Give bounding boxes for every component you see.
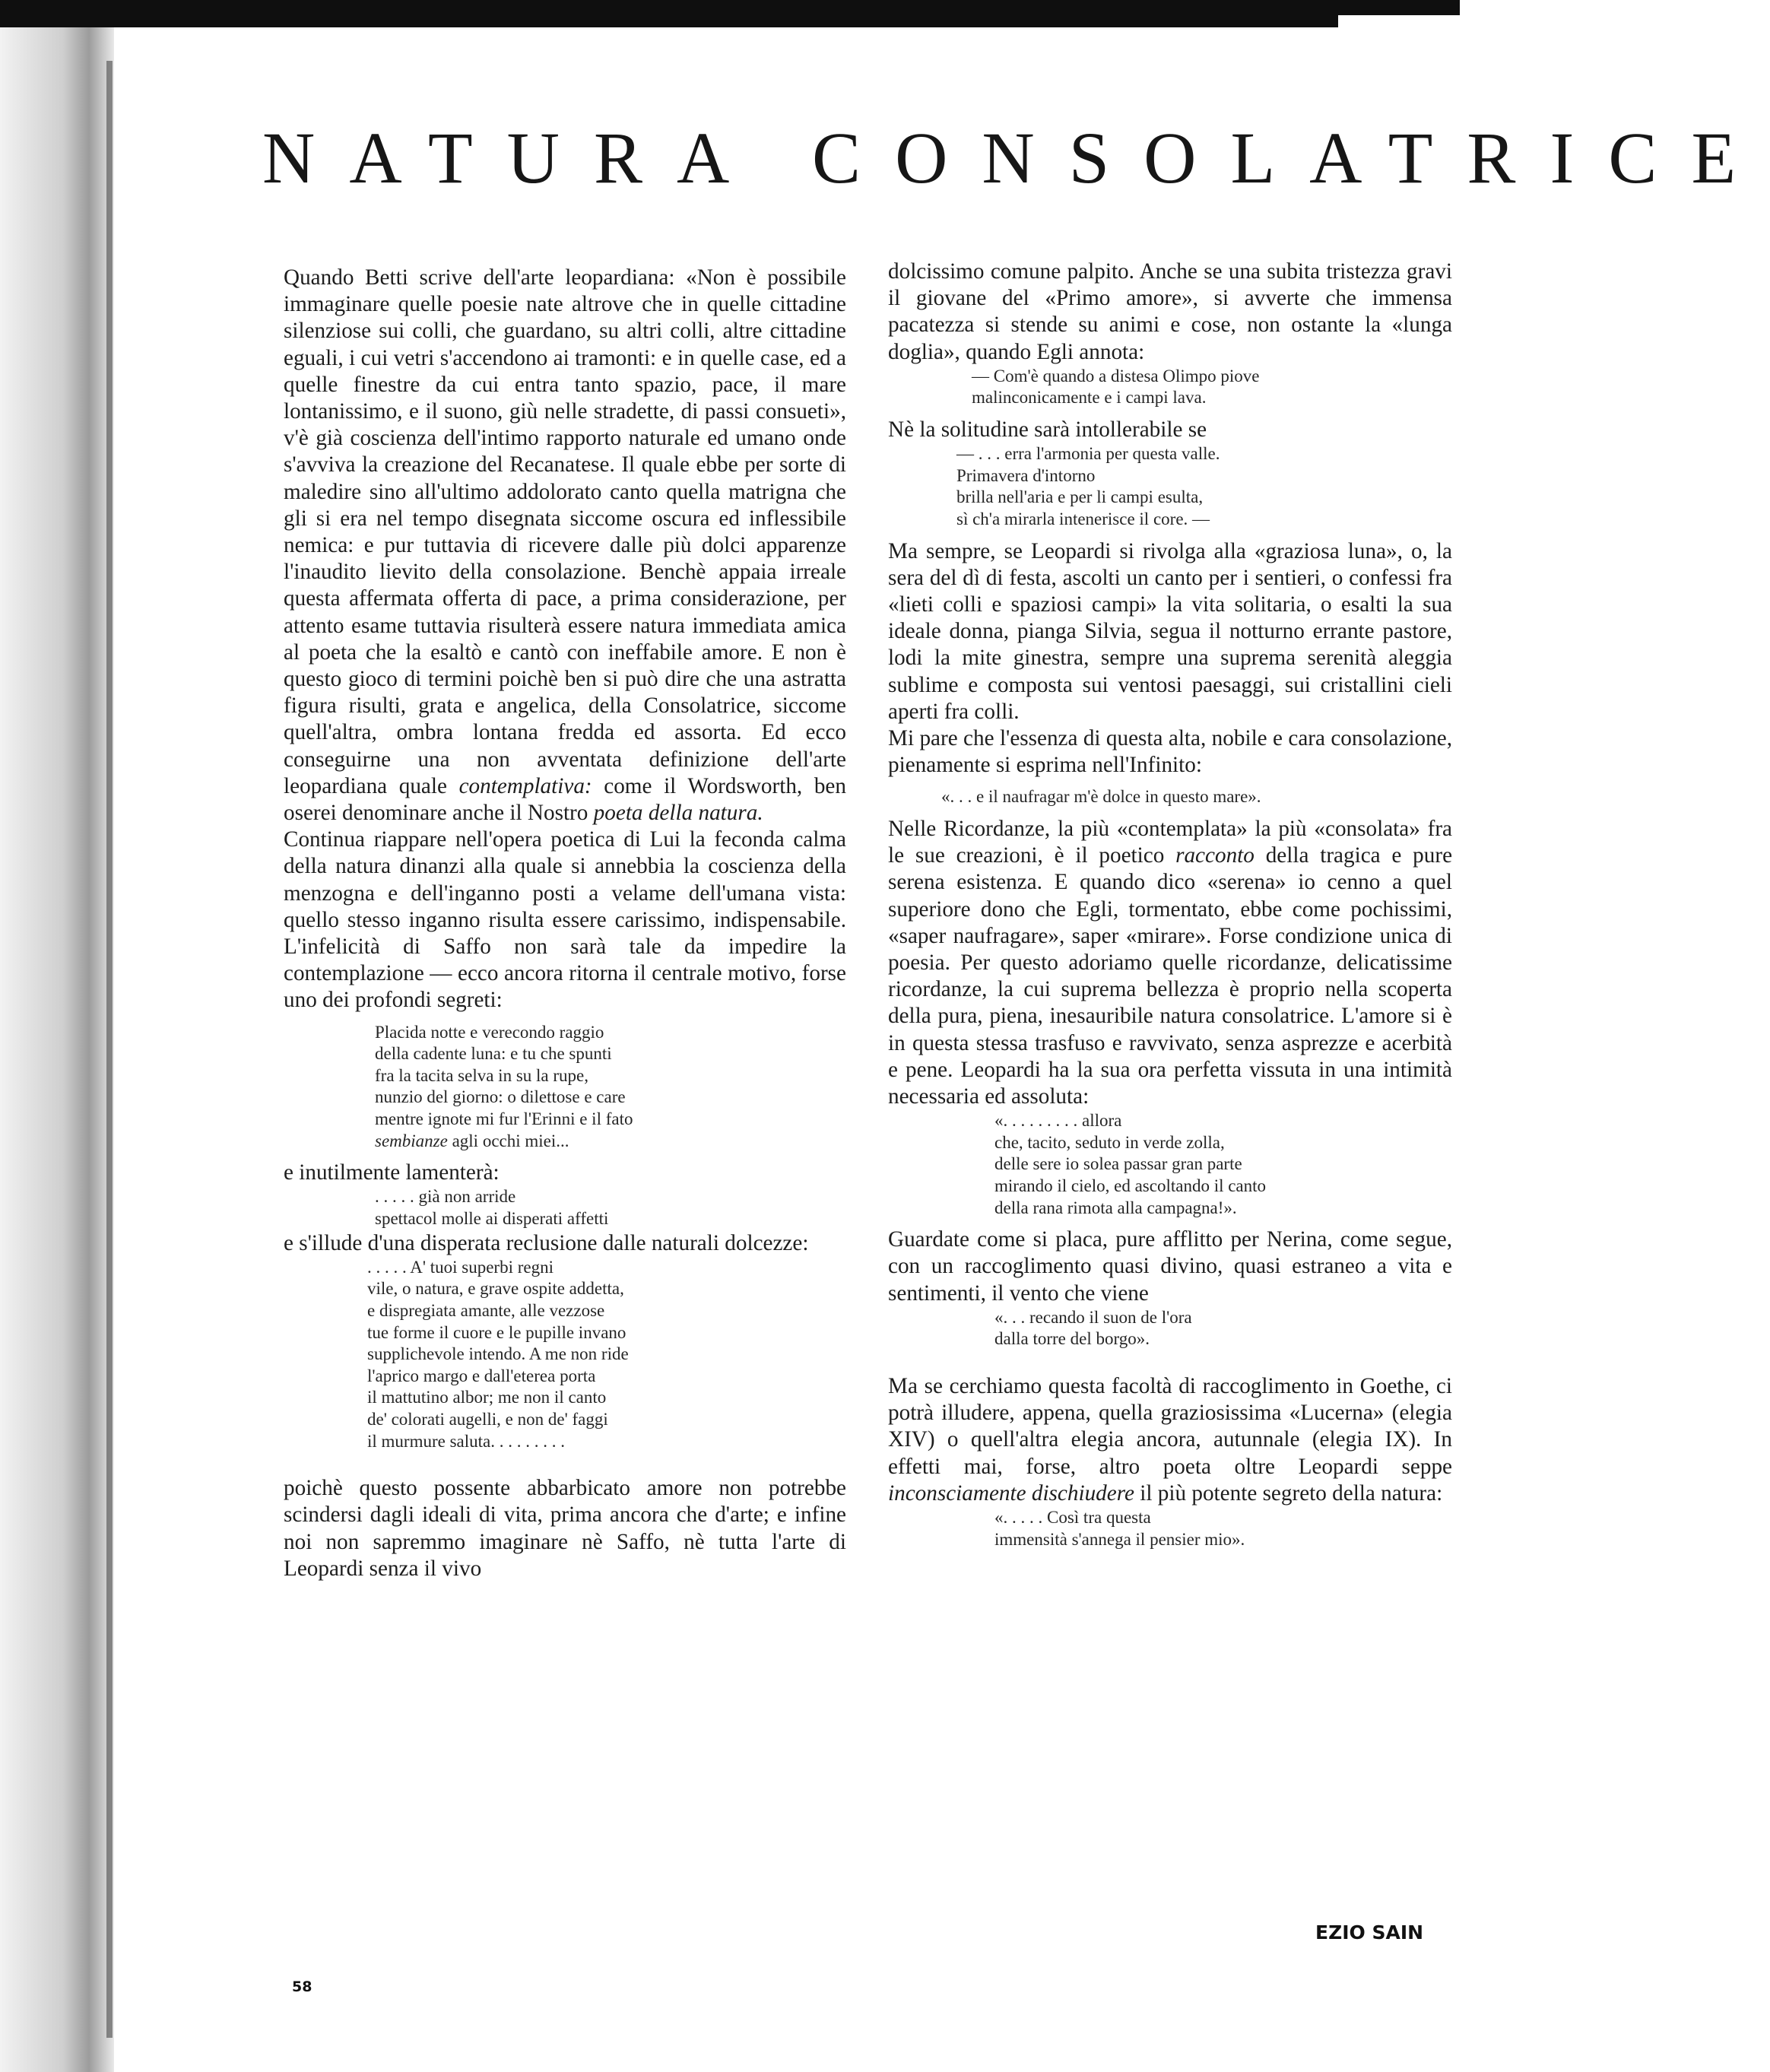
book-spine-shadow — [106, 61, 113, 2038]
paragraph: dolcissimo comune palpito. Anche se una subita tristezza gravi il giovane del «Primo amore», si avverte che immensa pacatezza si stende su animi e cose, non ostante la «lunga doglia», quando Egli annota: — [888, 259, 1452, 364]
verse-quote: «. . . e il naufragar m'è dolce in questo mare». — [941, 787, 1261, 807]
verse-quote: Placida notte e verecondo raggio della cadente luna: e tu che spunti fra la tacita selva in su la rupe, nunzio del giorno: o dilettose e care mentre ignote mi fur l'Erinni e il fato sembianze agli occhi miei... — [375, 1022, 633, 1150]
verse-quote: — . . . erra l'armonia per questa valle. Primavera d'intorno brilla nell'aria e per li campi esulta, sì ch'a mirarla intenerisce il core. — — [956, 444, 1220, 528]
verse-quote: . . . . . A' tuoi superbi regni vile, o natura, e grave ospite addetta, e dispregiata amante, alle vezzose tue forme il cuore e le pupille invano supplichevole intendo. A me non ride l'aprico margo e dall'eterea porta il mattutino albor; me non il canto de' colorati augelli, e non de' faggi il murmure saluta. . . . . . . . . — [367, 1257, 629, 1451]
verse-quote: «. . . . . . . . . allora che, tacito, seduto in verde zolla, delle sere io solea passar gran parte mirando il cielo, ed ascoltando il canto della rana rimota alla campagna!». — [994, 1111, 1267, 1217]
paragraph: Guardate come si placa, pure afflitto per Nerina, come segue, con un raccoglimento quasi divino, quasi estraneo a vita e sentimenti, il vento che viene — [888, 1227, 1452, 1306]
verse-quote: — Com'è quando a distesa Olimpo piove malinconicamente e i campi lava. — [972, 366, 1260, 408]
paragraph: Nelle Ricordanze, la più «contemplata» la più «consolata» fra le sue creazioni, è il poetico racconto della tragica e pure serena esistenza. E quando dico «serena» io cenno a quel superiore dono che Egli, tormentato, ebbe come pochissimi, «saper naufragare», saper «mirare». Forse condizione unica di poesia. Per questo adoriamo quelle ricordanze, delicatissime ricordanze, la cui suprema bellezza è proprio nella scoperta della pura, piena, inesauribile natura consolatrice. L'amore si è in questa stessa trasfuso e ravvivato, senza asprezze e acerbità e pene. Leopardi ha la sua ora perfetta vissuta in una intimità necessaria ed assoluta: — [888, 817, 1453, 1109]
paragraph: Ma sempre, se Leopardi si rivolga alla «graziosa luna», o, la sera del dì di festa, ascolti un canto per i sentieri, o confessi fra «lieti colli e spaziosi campi» la vita solitaria, o esalti la sua ideale donna, pianga Silvia, segua il notturno errante pastore, lodi la mite ginestra, sempre una suprema serenità aleggia sublime e composta sui ventosi paesaggi, sui cristallini cieli aperti fra colli. — [888, 538, 1452, 724]
scan-gutter — [0, 27, 114, 2072]
paragraph: Continua riappare nell'opera poetica di Lui la feconda calma della natura dinanzi alla quale si annebbia la coscienza della menzogna e dell'inganno posti a velame dell'umana vista: quello stesso inganno risulta essere carissimo, indispensabile. L'infelicità di Saffo non sarà tale da impedire la contemplazione — ecco ancora ritorna il centrale motivo, forse uno dei profondi segreti: — [284, 827, 846, 1013]
paragraph: Ma se cerchiamo questa facoltà di raccoglimento in Goethe, ci potrà illudere, appena, quella graziosissima «Lucerna» (elegia XIV) o quell'altra elegia ancora, autunnale (elegia IX). In effetti mai, forse, altro poeta oltre Leopardi seppe inconsciamente dischiudere il più potente segreto della natura: — [888, 1374, 1452, 1506]
author-signature: EZIO SAIN — [1315, 1921, 1424, 1943]
left-column — [284, 265, 846, 1582]
paragraph: e inutilmente lamenterà: — [284, 1160, 500, 1185]
paragraph: e s'illude d'una disperata reclusione dalle naturali dolcezze: — [284, 1230, 809, 1255]
paragraph: Mi pare che l'essenza di questa alta, nobile e cara consolazione, pienamente si esprima nell'Infinito: — [888, 726, 1452, 778]
page-number: 58 — [292, 1978, 312, 1995]
top-scan-border-right — [1338, 0, 1460, 15]
right-column — [888, 259, 1452, 1550]
paragraph: Nè la solitudine sarà intollerabile se — [888, 417, 1207, 442]
paragraph: Quando Betti scrive dell'arte leopardiana: «Non è possibile immaginare quelle poesie nate altrove che in quelle cittadine silenziose sui colli, che guardano, su altri colli, altre cittadine eguali, i cui vetri s'accendono ai tramonti: e in quelle case, ed a quelle finestre da cui entra tanto spazio, pace, il mare lontanissimo, e il suono, giù nelle stradette, di passi consueti», v'è già coscienza dell'intimo rapporto naturale ed umano onde s'avviva la creazione del Recanatese. Il quale ebbe per sorte di maledire sino all'ultimo addolorato canto quella matrigna che gli si era nel tempo disegnata siccome oscura ed inflessibile nemica: e pur tuttavia di ricevere dalle più dolci apparenze l'inaudito lievito della consolazione. Benchè appaia irreale questa affermata offerta di pace, a prima considerazione, per attento esame tuttavia risulterà essere natura immediata amica al poeta che la esaltò e cantò con ineffabile amore. E non è questo gioco di termini poichè ben si può dire che una astratta figura risulti, grata e angelica, della Consolatrice, siccome quell'altra, ombra lontana fredda ed assorta. Ed ecco conseguirne una non avventata definizione dell'arte leopardiana quale contemplativa: come il Wordsworth, ben oserei denominare anche il Nostro poeta della natura. — [284, 265, 846, 826]
verse-quote: «. . . recando il suon de l'ora dalla torre del borgo». — [994, 1307, 1192, 1349]
paragraph: poichè questo possente abbarbicato amore non potrebbe scindersi dagli ideali di vita, prima ancora che d'arte; e infine noi non sapremmo imaginare nè Saffo, nè tutta l'arte di Leopardi senza il vivo — [284, 1476, 846, 1581]
top-scan-border — [0, 0, 1338, 27]
verse-quote: . . . . . già non arride spettacol molle ai disperati affetti — [375, 1187, 609, 1229]
page-title: NATURA CONSOLATRICE — [262, 117, 1770, 198]
verse-quote: «. . . . . Così tra questa immensità s'annega il pensier mio». — [994, 1508, 1245, 1549]
